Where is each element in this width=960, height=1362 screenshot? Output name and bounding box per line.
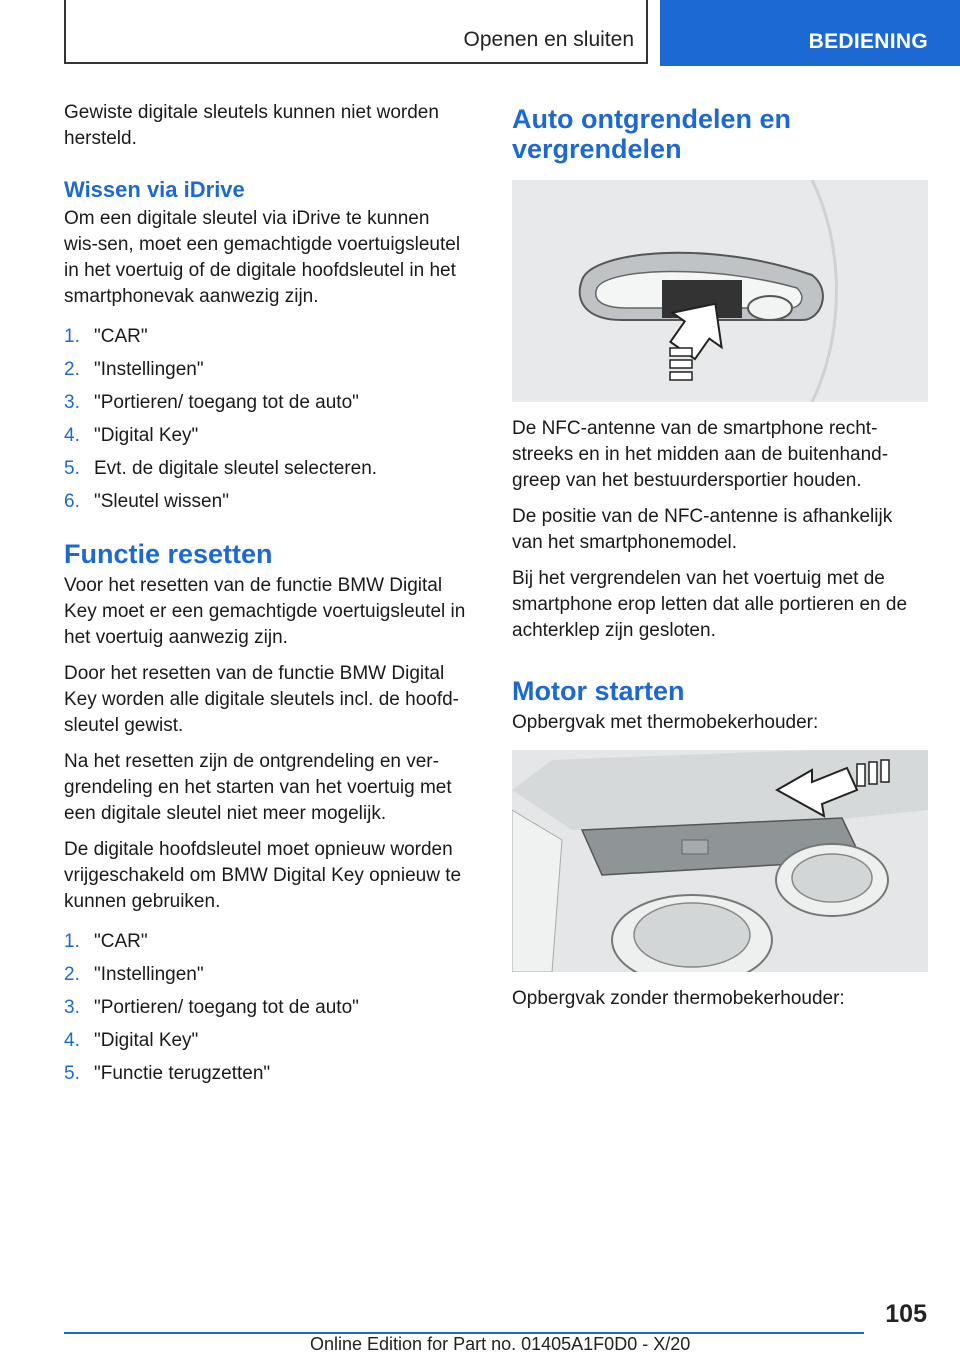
wissen-heading: Wissen via iDrive [64,177,245,202]
motor-heading: Motor starten [512,676,685,706]
list-item: 2. "Instellingen" [64,359,204,380]
nfc-paragraph-2: De positie van de NFC-antenne is afhankelijk van het smartphonemodel. [512,506,893,553]
reset-steps [64,929,468,1087]
door-handle-figure [512,180,928,402]
list-item: 6. "Sleutel wissen" [64,491,229,512]
list-item: 1. "CAR" [64,326,148,347]
list-item: 3. "Portieren/ toegang tot de auto" [64,997,359,1018]
section-title: Openen en sluiten [463,28,634,51]
door-handle-illustration [512,180,928,402]
list-item: 5. "Functie terugzetten" [64,1063,271,1084]
motor-paragraph-1: Opbergvak met thermobekerhouder: [512,712,819,733]
intro-paragraph: Gewiste digitale sleutels kunnen niet worden hersteld. [64,102,439,149]
list-item: 4. "Digital Key" [64,1030,199,1051]
reset-heading: Functie resetten [64,539,273,569]
reset-paragraph-4: De digitale hoofdsleutel moet opnieuw worden vrijgeschakeld om BMW Digital Key opnieuw te kunnen gebruiken. [64,839,462,912]
list-item: 2. "Instellingen" [64,964,204,985]
nfc-paragraph-3: Bij het vergrendelen van het voertuig met de smartphone erop letten dat alle portieren en de achterklep zijn gesloten. [512,568,908,641]
chapter-tab[interactable] [660,0,960,66]
left-column [64,100,468,1101]
auto-heading: Auto ontgrendelen en vergrendelen [512,104,791,164]
list-item: 1. "CAR" [64,931,148,952]
right-column [512,100,928,1022]
reset-paragraph-3: Na het resetten zijn de ontgrendeling en ver-grendeling en het starten van het voertuig met een digitale sleutel niet meer mogelijk. [64,751,452,824]
reset-paragraph-1: Voor het resetten van de functie BMW Digital Key moet er een gemachtigde voertuigsleutel in het voertuig aanwezig zijn. [64,575,466,648]
footer-edition: Online Edition for Part no. 01405A1F0D0 - X/20 [310,1334,691,1354]
nfc-paragraph-1: De NFC-antenne van de smartphone recht-streeks en in het midden aan de buitenhand-greep van het bestuurdersportier houden. [512,418,889,491]
cupholder-figure [512,750,928,972]
wissen-paragraph: Om een digitale sleutel via iDrive te kunnen wis-sen, moet een gemachtigde voertuigsleutel in het voertuig of de digitale hoofdsleutel in het smartphonevak aanwezig zijn. [64,208,461,307]
wissen-steps [64,324,468,515]
motor-paragraph-2: Opbergvak zonder thermobekerhouder: [512,988,845,1009]
cupholder-illustration [512,750,928,972]
reset-paragraph-2: Door het resetten van de functie BMW Digital Key worden alle digitale sleutels incl. de hoofd-sleutel gewist. [64,663,460,736]
list-item: 4. "Digital Key" [64,425,199,446]
list-item: 5. Evt. de digitale sleutel selecteren. [64,458,378,479]
list-item: 3. "Portieren/ toegang tot de auto" [64,392,359,413]
chapter-label: BEDIENING [808,30,928,53]
page-number: 105 [885,1300,927,1328]
